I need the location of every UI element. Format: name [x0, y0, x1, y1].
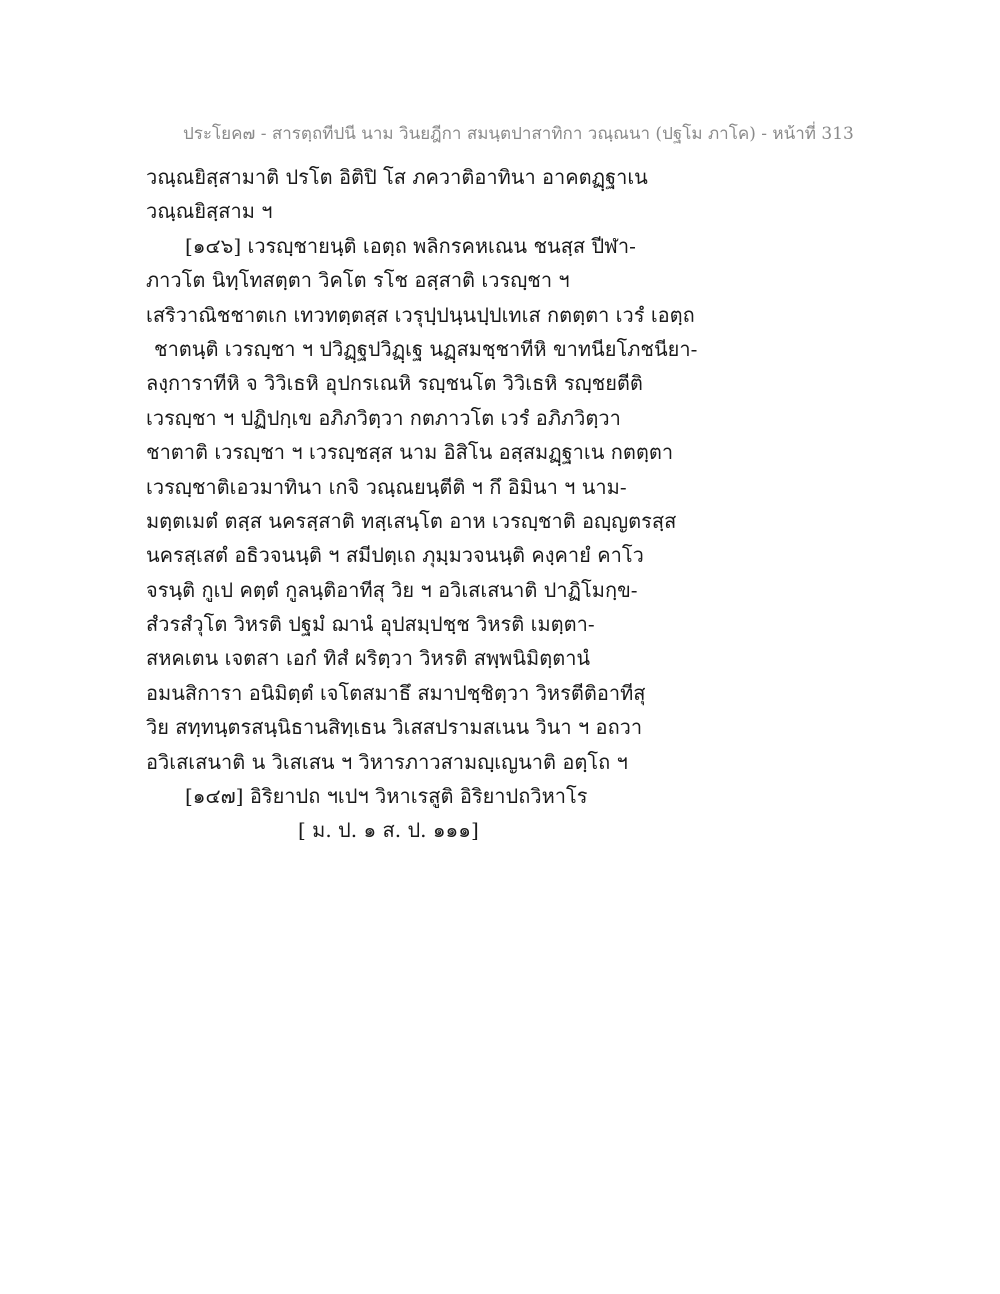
text-line: มตฺตเมตํ ตสฺส นครสฺสาติ ทสฺเสนฺโต อาห เวรญฺชาติ อญฺญตรสฺส: [146, 508, 677, 533]
text-line: วณฺณยิสฺสาม ฯ: [146, 199, 273, 224]
paragraph-start-line: [๑๔๖] เวรญฺชายนฺติ เอตฺถ พลิกรคหเณน ชนสฺส ปีฬา-: [185, 233, 636, 258]
text-line: เวรญฺชาติเอวมาทินา เกจิ วณฺณยนฺตีติ ฯ กึ อิมินา ฯ นาม-: [146, 474, 627, 499]
text-line: อวิเสเสนาติ น วิเสเสน ฯ วิหารภาวสามญฺเญนาติ อตฺโถ ฯ: [146, 749, 628, 774]
text-line: อมนสิการา อนิมิตฺตํ เจโตสมาธึ สมาปชฺชิตฺวา วิหรตีติอาทีสุ: [146, 680, 646, 705]
text-line: นครสฺเสตํ อธิวจนนฺติ ฯ สมีปตฺเถ ภุมฺมวจนนฺติ คงฺคายํ คาโว: [146, 543, 644, 568]
text-line: จรนฺติ กูเป คตฺตํ กูลนฺติอาทีสุ วิย ฯ อวิเสเสนาติ ปาฏิโมกฺข-: [146, 577, 638, 602]
text-line: วิย สทฺทนฺตรสนฺนิธานสิทฺเธน วิเสสปรามสเนน วินา ฯ อถวา: [146, 715, 643, 740]
text-line: ลงฺการาทีหิ จ วิวิเธหิ อุปกรเณหิ รญฺชนโต วิวิเธหิ รญฺชยตีติ: [146, 371, 643, 396]
page-body: [146, 160, 866, 848]
text-line: สหคเตน เจตสา เอกํ ทิสํ ผริตฺวา วิหรติ สพฺพนิมิตฺตานํ: [146, 646, 591, 671]
text-line: ชาตนฺติ เวรญฺชา ฯ ปวิฏฺฐปวิฏฺเฐ นฏฺสมชฺชาทีหิ ขาทนียโภชนียา-: [154, 336, 698, 361]
text-line: สํวรสํวุโต วิหรติ ปฐมํ ฌานํ อุปสมฺปชฺช วิหรติ เมตฺตา-: [146, 612, 595, 637]
paragraph-start-line: [๑๔๗] อิริยาปถ ฯเปฯ วิหาเรสูติ อิริยาปถวิหาโร: [185, 784, 588, 809]
page-header: ประโยค๗ - สารตฺถทีปนี นาม วินยฎีกา สมนฺตปาสาทิกา วณฺณนา (ปฐโม ภาโค) - หน้าที่ 313: [183, 124, 854, 144]
text-line: ชาตาติ เวรญฺชา ฯ เวรญฺชสฺส นาม อิสิโน อสฺสมฏฺฐาเน กตตฺตา: [146, 440, 674, 465]
text-line: ภาวโต นิทฺโทสตฺตา วิคโต รโช อสฺสาติ เวรญฺชา ฯ: [146, 268, 570, 293]
text-line: เสริวาณิชชาตเก เทวทตฺตสฺส เวรุปฺปนฺนปฺปเทเส กตตฺตา เวรํ เอตฺถ: [146, 302, 695, 327]
text-line: เวรญฺชา ฯ ปฏิปกฺเข อภิภวิตฺวา กตภาวโต เวรํ อภิภวิตฺวา: [146, 405, 621, 430]
reference-line: [ ม. ป. ๑ ส. ป. ๑๑๑]: [298, 818, 479, 843]
text-line: วณฺณยิสฺสามาติ ปรโต อิติปิ โส ภควาติอาทินา อาคตฏฺฐาเน: [146, 165, 648, 189]
